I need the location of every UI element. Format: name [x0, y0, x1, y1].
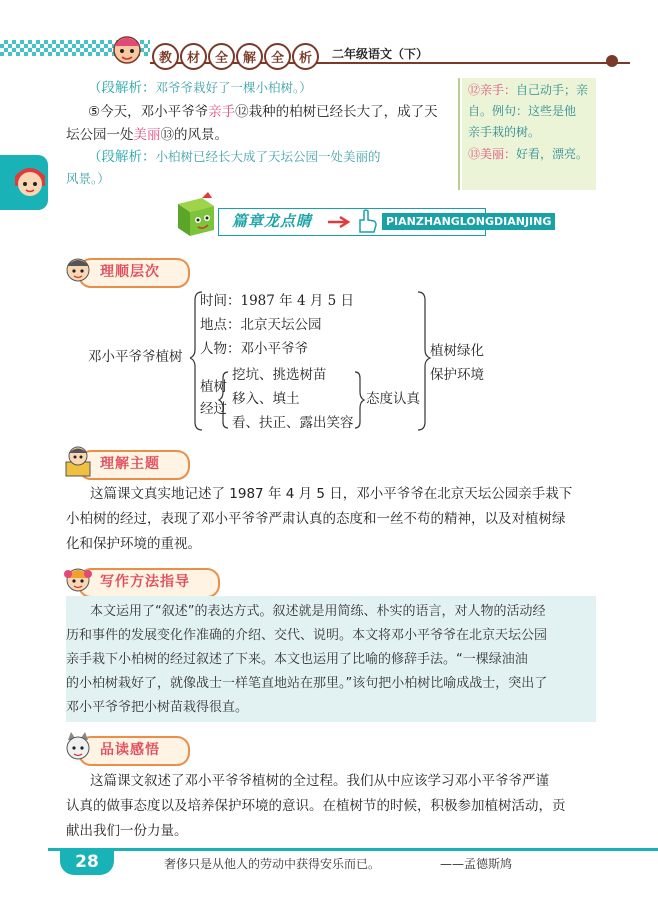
header-title-char: 材 [180, 43, 207, 70]
section-title: 理解主题 [100, 456, 160, 472]
paragraph-analysis-text: 小柏树已经长大成了天坛公园一处美丽的 [155, 149, 381, 164]
header-title-char: 全 [264, 43, 291, 70]
diagram-step: 看、扶正、露出笑容 [232, 415, 354, 431]
note-text: 自。例句：这些是他 [468, 104, 577, 118]
text-segment: 坛公园一处 [66, 127, 134, 143]
section-title: 理顺层次 [100, 264, 160, 280]
writing-line: 亲手栽下小柏树的经过叙述了下来。本文也运用了比喻的修辞手法。“一棵绿油油 [66, 652, 528, 667]
diagram-result: 保护环境 [430, 367, 484, 383]
cube-mascot-icon [172, 192, 220, 238]
diagram-step: 移入、填土 [232, 391, 300, 407]
diagram-result: 植树绿化 [430, 343, 484, 359]
diagram-place: 地点：北京天坛公园 [200, 317, 322, 333]
writing-line: 历和事件的发展变化作准确的介绍、交代、说明。本文将邓小平爷爷在北京天坛公园 [66, 628, 548, 643]
arrow-icon [326, 214, 354, 228]
theme-line: 小柏树的经过，表现了邓小平爷爷严肃认真的态度和一丝不苟的精神，以及对植树绿 [66, 511, 566, 527]
highlight-word: 美丽 [133, 127, 161, 143]
diagram-process-label: 经过 [200, 401, 227, 417]
diagram-attitude: 态度认真 [366, 391, 420, 407]
cat-kid-icon [62, 730, 94, 764]
theme-line: 这篇课文真实地记述了 1987 年 4 月 5 日，邓小平爷爷在北京天坛公园亲手栽下 [90, 486, 573, 502]
paragraph-analysis-text: 邓爷爷栽好了一棵小柏树。） [155, 80, 312, 95]
hand-icon [356, 208, 378, 234]
diagram-process-label: 植树 [200, 379, 227, 395]
writing-line: 的小柏树栽好了，就像战士一样笔直地站在那里。”该句把小柏树比喻成战士，突出了 [66, 676, 548, 691]
footer-quote: 奢侈只是从他人的劳动中获得安乐而已。 [164, 857, 381, 871]
header-grade: 二年级语文（下） [332, 47, 429, 61]
footer-rule [48, 848, 658, 851]
section-title: 写作方法指导 [100, 574, 190, 590]
diagram-step: 挖坑、挑选树苗 [232, 367, 327, 383]
reflection-line: 这篇课文叙述了邓小平爷爷植树的全过程。我们从中应该学习邓小平爷爷严谨 [90, 773, 549, 789]
section-title: 品读感悟 [100, 742, 160, 758]
writing-line: 邓小平爷爷把小树苗栽得很直。 [66, 700, 249, 715]
note-label: ⑬美丽： [468, 147, 517, 161]
banner-pinyin: PIANZHANGLONGDIANJING [382, 213, 555, 230]
diagram-person: 人物：邓小平爷爷 [200, 341, 308, 357]
text-segment: ⑤今天，邓小平爷爷 [88, 104, 209, 120]
reflection-line: 献出我们一份力量。 [66, 823, 188, 839]
note-text: 亲手栽的树。 [468, 125, 541, 139]
footer-author: ——孟德斯鸠 [440, 857, 513, 871]
text-segment: ⑫栽种的柏树已经长大了，成了天 [235, 104, 438, 120]
highlight-word: 亲手 [208, 104, 236, 120]
note-label: ⑫亲手： [468, 83, 517, 97]
note-text: 自己动手；亲 [516, 83, 589, 97]
header-title-char: 析 [292, 43, 319, 70]
writing-line: 本文运用了“叙述”的表达方式。叙述就是用简练、朴实的语言，对人物的活动经 [90, 604, 546, 619]
paragraph-analysis-text: 风景。） [66, 171, 110, 186]
girl-face-icon [12, 162, 48, 202]
header-title-char: 教 [152, 43, 179, 70]
banner-title: 篇章龙点睛 [232, 212, 313, 230]
text-segment: ⑬的风景。 [160, 127, 228, 143]
diagram-time: 时间：1987 年 4 月 5 日 [200, 293, 354, 309]
notes-divider [458, 78, 460, 190]
paragraph-analysis-label: （段解析： [88, 149, 156, 165]
mascot-icon [108, 30, 146, 68]
note-text: 好看，漂亮。 [516, 147, 589, 161]
girl-icon [62, 562, 94, 596]
theme-line: 化和保护环境的重视。 [66, 536, 201, 552]
header-title-char: 解 [236, 43, 263, 70]
page-number: 28 [60, 849, 114, 875]
boy-icon [62, 252, 94, 286]
reflection-line: 认真的做事态度以及培养保护环境的意识。在植树节的时候，积极参加植树活动，贡 [66, 798, 566, 814]
diagram-root: 邓小平爷爷植树 [88, 349, 183, 365]
header-dot [606, 55, 618, 67]
paragraph-analysis-label: （段解析： [88, 80, 156, 96]
reading-kid-icon [62, 444, 94, 478]
header-title-char: 全 [208, 43, 235, 70]
